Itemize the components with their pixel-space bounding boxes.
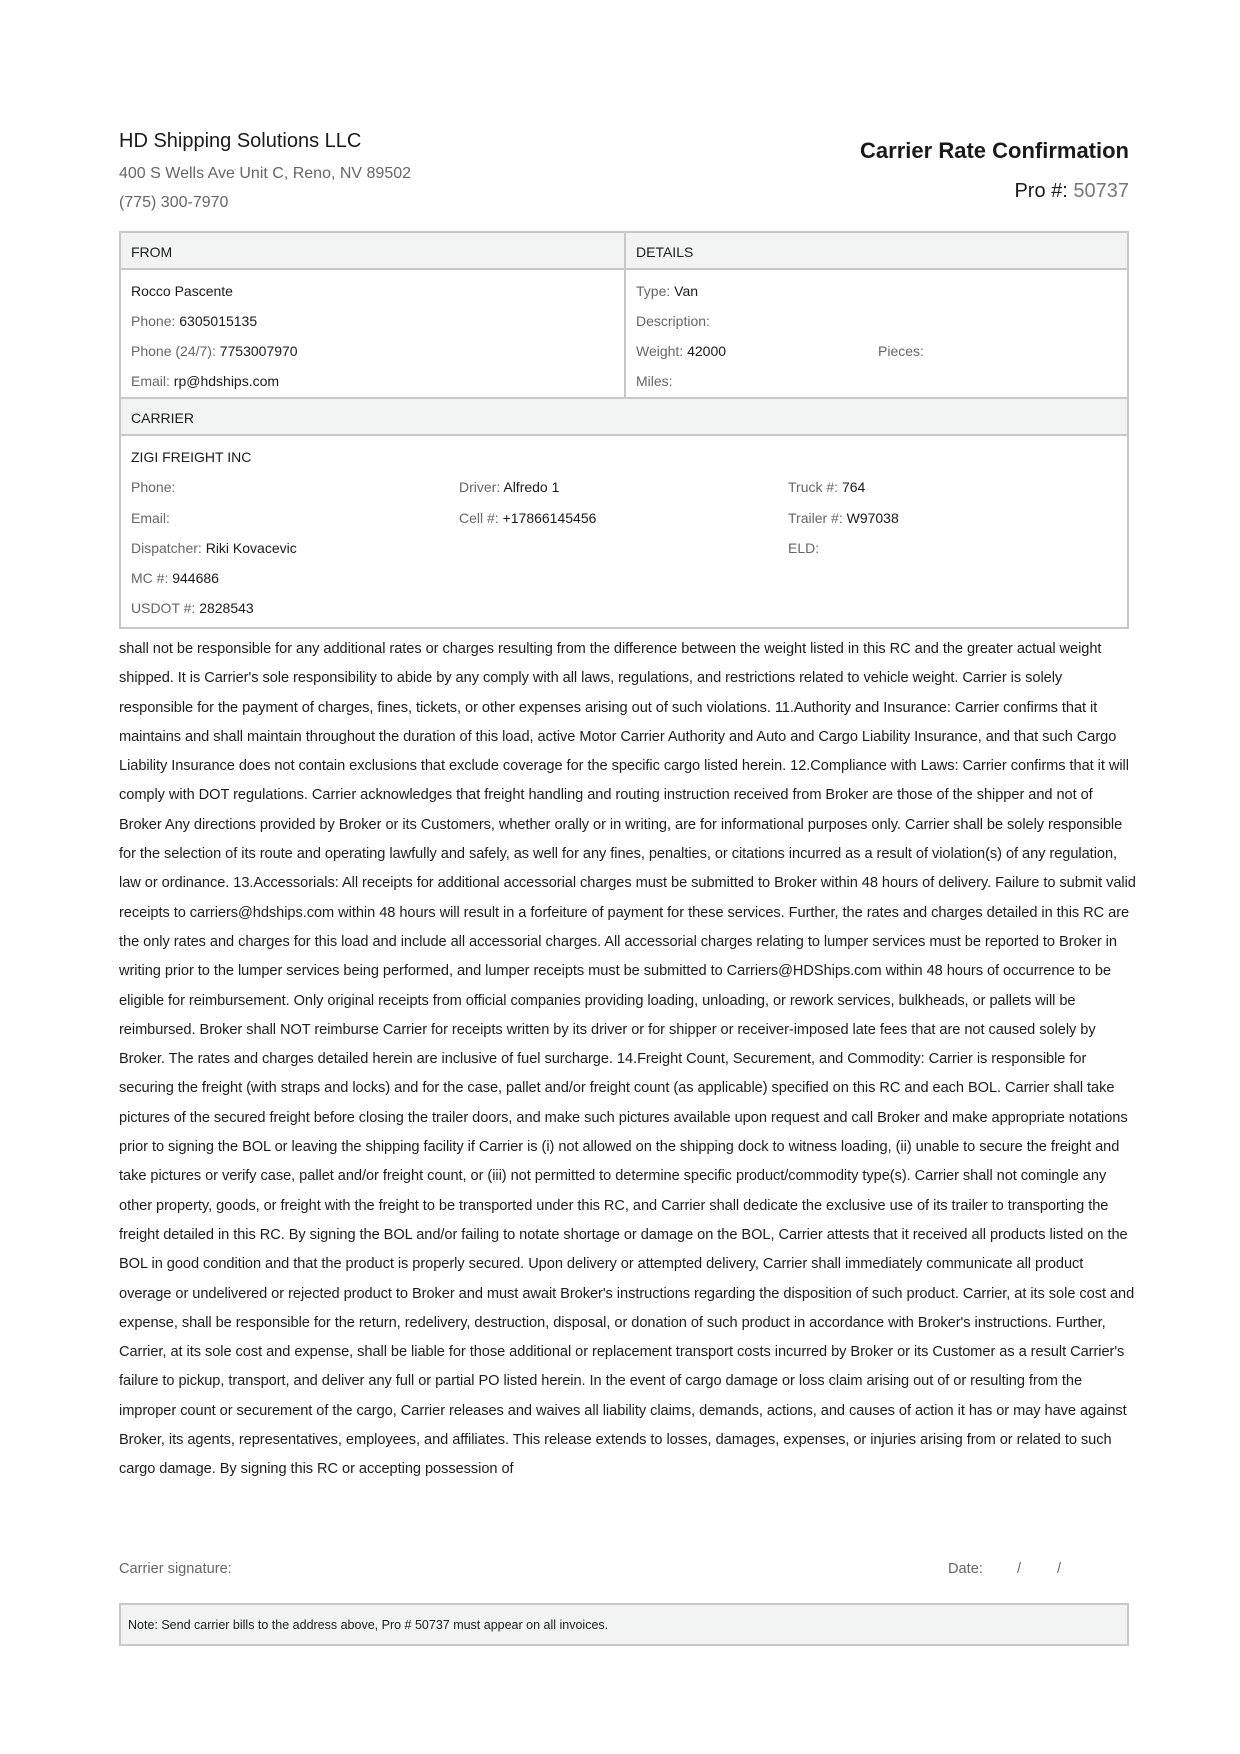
- carrier-usdot: USDOT #: 2828543: [131, 600, 254, 616]
- company-phone: (775) 300-7970: [119, 194, 229, 211]
- invoice-note: [119, 1603, 1129, 1646]
- carrier-header-row: [121, 399, 1127, 436]
- carrier-cell: Cell #: +17866145456: [459, 510, 597, 526]
- from-phone-247: Phone (24/7): 7753007970: [131, 343, 298, 359]
- from-header: FROM: [131, 244, 173, 260]
- carrier-name: ZIGI FREIGHT INC: [131, 449, 252, 465]
- from-phone: Phone: 6305015135: [131, 313, 258, 329]
- document-title: Carrier Rate Confirmation: [860, 138, 1129, 163]
- carrier-dispatcher: Dispatcher: Riki Kovacevic: [131, 540, 297, 556]
- date-separator: /: [1017, 1561, 1022, 1577]
- details-pieces: Pieces:: [878, 343, 924, 359]
- column-divider: [624, 233, 626, 397]
- carrier-trailer: Trailer #: W97038: [788, 510, 899, 526]
- carrier-driver: Driver: Alfredo 1: [459, 479, 560, 495]
- carrier-eld: ELD:: [788, 540, 820, 556]
- pro-label: Pro #:: [1014, 180, 1068, 202]
- from-name: Rocco Pascente: [131, 283, 233, 299]
- date-label: Date:: [948, 1561, 983, 1577]
- carrier-signature-label: Carrier signature:: [119, 1561, 232, 1577]
- carrier-header: CARRIER: [131, 410, 195, 426]
- terms-text: shall not be responsible for any additional rates or charges resulting from the difference between the weight listed in this RC and the greater actual weight shipped. It is Carrier's sole responsibility to abide by any comply with all laws, regulations, and restrictions related to vehicle weight. Carrier is solely responsible for the payment of charges, fines, tickets, or other expenses arising out of such violations. 11.Authority and Insurance: Carrier confirms that it maintains and shall maintain throughout the duration of this load, active Motor Carrier Authority and Auto and Cargo Liability Insurance, and that such Cargo Liability Insurance does not contain exclusions that exclude coverage for the specific cargo listed herein. 12.Compliance with Laws: Carrier confirms that it will comply with DOT regulations. Carrier acknowledges that freight handling and routing instruction received from Broker are those of the shipper and not of Broker Any directions provided by Broker or its Customers, whether orally or in writing, are for informational purposes only. Carrier shall be solely responsible for the selection of its route and operating lawfully and safely, as well for any fines, penalties, or citations incurred as a result of violation(s) of any regulation, law or ordinance. 13.Accessorials: All receipts for additional accessorial charges must be submitted to Broker within 48 hours of delivery. Failure to submit valid receipts to carriers@hdships.com within 48 hours will result in a forfeiture of payment for these services. Further, the rates and charges detailed in this RC are the only rates and charges for this load and include all accessorial charges. All accessorial charges relating to lumper services must be reported to Broker in writing prior to the lumper services being performed, and lumper receipts must be submitted to Carriers@HDShips.com within 48 hours of occurrence to be eligible for reimbursement. Only original receipts from official companies providing loading, unloading, or rework services, bulkheads, or pallets will be reimbursed. Broker shall NOT reimburse Carrier for receipts written by its driver or for shipper or receiver-imposed late fees that are not caused solely by Broker. The rates and charges detailed herein are inclusive of fuel surcharge. 14.Freight Count, Securement, and Commodity: Carrier is responsible for securing the freight (with straps and locks) and for the case, pallet and/or freight count (as applicable) specified on this RC and each BOL. Carrier shall take pictures of the secured freight before closing the trailer doors, and make such pictures available upon request and call Broker and make appropriate notations prior to signing the BOL or leaving the shipping facility if Carrier is (i) not allowed on the shipping dock to witness loading, (ii) unable to secure the freight and take pictures or verify case, pallet and/or freight count, or (iii) not permitted to determine specific product/commodity type(s). Carrier shall not comingle any other property, goods, or freight with the freight to be transported under this RC, and Carrier shall dedicate the exclusive use of its trailer to transporting the freight detailed in this RC. By signing the BOL and/or failing to notate shortage or damage on the BOL, Carrier attests that it received all products listed on the BOL in good condition and that the product is properly secured. Upon delivery or attempted delivery, Carrier shall immediately communicate all product overage or undelivered or rejected product to Broker and must await Broker's instructions regarding the disposition of such product. Carrier, at its sole cost and expense, shall be responsible for the return, redelivery, destruction, disposal, or donation of such product in accordance with Broker's instructions. Further, Carrier, at its sole cost and expense, shall be liable for those additional or replacement transport costs incurred by Broker or its Customer as a result Carrier's failure to pickup, transport, and deliver any full or partial PO listed herein. In the event of cargo damage or loss claim arising out of or resulting from the improper count or securement of the cargo, Carrier releases and waives all liability claims, demands, actions, and causes of action it has or may have against Broker, its agents, representatives, employees, and affiliates. This release extends to losses, damages, expenses, or injuries arising from or related to such cargo damage. By signing this RC or accepting possession of: [119, 641, 1136, 1478]
- carrier-box: [119, 397, 1129, 629]
- company-name: HD Shipping Solutions LLC: [119, 130, 362, 152]
- date-separator: /: [1057, 1561, 1062, 1577]
- invoice-note-text: Note: Send carrier bills to the address above, Pro # 50737 must appear on all invoices.: [128, 1618, 609, 1632]
- company-address: 400 S Wells Ave Unit C, Reno, NV 89502: [119, 165, 412, 182]
- from-email: Email: rp@hdships.com: [131, 373, 280, 389]
- details-header: DETAILS: [636, 244, 694, 260]
- pro-value: 50737: [1073, 180, 1129, 202]
- carrier-email: Email:: [131, 510, 170, 526]
- carrier-phone: Phone:: [131, 479, 176, 495]
- details-miles: Miles:: [636, 373, 673, 389]
- details-type: Type: Van: [636, 283, 699, 299]
- from-details-box: [119, 231, 1129, 399]
- carrier-truck: Truck #: 764: [788, 479, 866, 495]
- details-weight: Weight: 42000: [636, 343, 727, 359]
- carrier-mc: MC #: 944686: [131, 570, 219, 586]
- details-description: Description:: [636, 313, 710, 329]
- pro-number: [1014, 180, 1129, 203]
